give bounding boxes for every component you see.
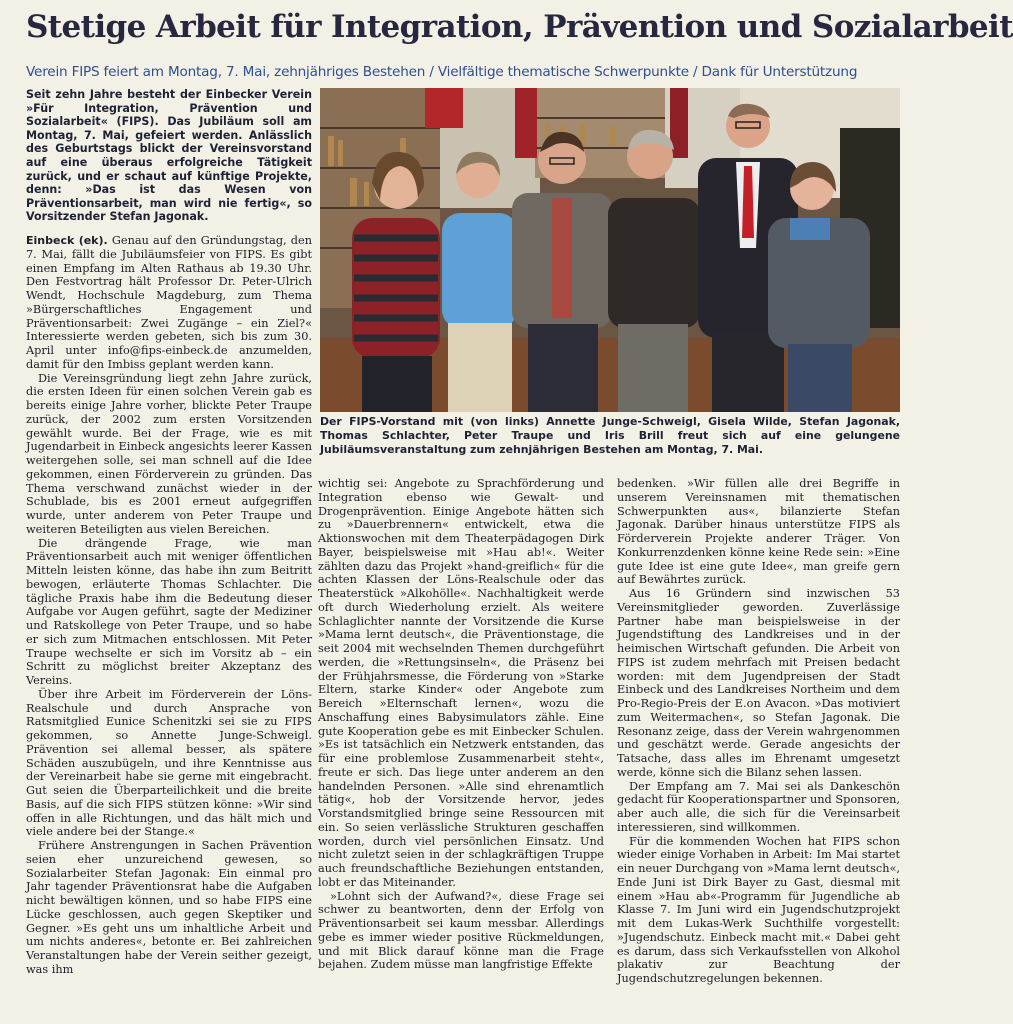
group-photo — [320, 88, 900, 412]
paragraph-text: Genau auf den Gründungstag, den 7. Mai, fällt die Jubiläumsfeier von FIPS. Es gibt einen Empfang im Alten Rathaus ab 19.30 Uhr. Den Festvortrag hält Professor Dr. Peter-Ulrich Wendt, Hochschule Magdeburg, zum Thema »Bürgerschaftliches Engagement und Präventionsarbeit: Zwei Zugänge – ein Ziel?« Interessierte werden gebeten, sich bis zum 30. April unter info@fips-einbeck.de anzumelden, damit für den Imbiss geplant werden kann. — [26, 234, 312, 371]
article-paragraph: Für die kommenden Wochen hat FIPS schon wieder einige Vorhaben in Arbeit: Im Mai startet ein neuer Durchgang von »Mama lernt deutsch«, Ende Juni ist Dirk Bayer zu Gast, diesmal mit einem »Hau ab«-Programm für Jugendliche ab Klasse 7. Im Juni wird ein Jugendschutzprojekt mit dem Lukas-Werk Suchthilfe vorgestellt: »Jugendschutz. Einbeck macht mit.« Dabei geht es darum, dass sich Verkaufsstellen von Alkohol plakativ zur Beachtung der Jugendschutzregelungen bekennen. — [617, 834, 900, 985]
dateline: Einbeck (ek). — [26, 234, 108, 247]
article-column-2 — [318, 477, 604, 972]
photo-caption: Der FIPS-Vorstand mit (von links) Annette Junge-Schweigl, Gisela Wilde, Stefan Jagonak, Thomas Schlachter, Peter Traupe und Iris Brill freut sich auf eine gelungene Jubiläumsveranstaltung zum zehnjährigen Bestehen am Montag, 7. Mai. — [320, 415, 900, 456]
article-paragraph: Über ihre Arbeit im Förderverein der Löns-Realschule und durch Ansprache von Ratsmitglied Eunice Schenitzki sei sie zu FIPS gekommen, so Annette Junge-Schweigl. Prävention sei allemal besser, als spätere Schäden auszubügeln, und ihre Kenntnisse aus der Vereinarbeit habe sie gerne mit eingebracht. Gut seien die Überparteilichkeit und die breite Basis, auf die sich FIPS stützen könne: »Wir sind offen in alle Richtungen, und das hält mich und viele andere bei der Stange.« — [26, 687, 312, 839]
article-column-3 — [617, 477, 900, 986]
article-paragraph: Frühere Anstrengungen in Sachen Prävention seien eher unzureichend gewesen, so Sozialarbeiter Stefan Jagonak: Ein einmal pro Jahr tagender Präventionsrat habe die Aufgaben nicht bewältigen können, und so habe FIPS eine Lücke geschlossen, auch gegen Skeptiker und Gegner. »Es geht uns um inhaltliche Arbeit und um nichts anderes«, betonte er. Bei zahlreichen Veranstaltungen habe der Verein seither gezeigt, was ihm — [26, 839, 312, 976]
article-subheadline: Verein FIPS feiert am Montag, 7. Mai, zehnjähriges Bestehen / Vielfältige thematische Schwerpunkte / Dank für Unterstützung — [26, 64, 858, 80]
article-paragraph: Aus 16 Gründern sind inzwischen 53 Vereinsmitglieder geworden. Zuverlässige Partner habe man beispielsweise in der Jugendstiftung des Landkreises und in der heimischen Wirtschaft gefunden. Die Arbeit von FIPS ist zudem mehrfach mit Preisen bedacht worden: mit dem Jugendpreisen der Stadt Einbeck und des Landkreises Northeim und dem Pro-Regio-Preis der E.on Avacon. »Das motiviert zum Weitermachen«, so Stefan Jagonak. Die Resonanz zeige, dass der Verein wahrgenommen und geschätzt werde. Gerade angesichts der Tatsache, dass alles im Ehrenamt umgesetzt werde, könne sich die Bilanz sehen lassen. — [617, 587, 900, 779]
article-paragraph: wichtig sei: Angebote zu Sprachförderung und Integration ebenso wie Gewalt- und Drogenprävention. Einige Angebote hätten sich zu »Dauerbrennern« entwickelt, etwa die Aktionswochen mit dem Theaterpädagogen Dirk Bayer, beispielsweise mit »Hau ab!«. Weiter zählten dazu das Projekt »hand-greiflich« für die achten Klassen der Löns-Realschule oder das Theaterstück »Alkohölle«. Nachhaltigkeit werde oft durch Wiederholung erzielt. Als weitere Schlaglichter nannte der Vorsitzende die Kurse »Mama lernt deutsch«, die Präventionstage, die seit 2004 mit wechselnden Themen durchgeführt werden, die »Rettungsinseln«, die Präsenz bei der Frühjahrsmesse, die Förderung von »Starke Eltern, starke Kinder« oder Angebote zum Bereich »Elternschaft lernen«, wozu die Anschaffung eines Babysimulators zähle. Eine gute Kooperation gebe es mit Einbecker Schulen. »Es ist tatsächlich ein Netzwerk entstanden, das für eine problemlose Zusammenarbeit steht«, freute er sich. Das liege unter anderem an den handelnden Personen. »Alle sind ehrenamtlich tätig«, hob der Vorsitzende hervor, jedes Vorstandsmitglied bringe seine Ressourcen mit ein. So seien verlässliche Strukturen geschaffen worden, durch viel persönlichen Einsatz. Und nicht zuletzt seien in der schlagkräftigen Truppe auch freundschaftliche Beziehungen entstanden, lobt er das Miteinander. — [318, 477, 604, 889]
article-lead: Seit zehn Jahre besteht der Einbecker Verein »Für Integration, Prävention und Sozialarbeit« (FIPS). Das Jubiläum soll am Montag, 7. Mai, gefeiert werden. Anlässlich des Geburtstags blickt der Vereinsvorstand auf eine überaus erfolgreiche Tätigkeit zurück, und er schaut auf künftige Projekte, denn: »Das ist das Wesen von Präventionsarbeit, man wird nie fertig«, so Vorsitzender Stefan Jagonak. — [26, 88, 312, 224]
article-column-1 — [26, 234, 312, 977]
group-photo-illustration — [320, 88, 900, 412]
article-paragraph: Die Vereinsgründung liegt zehn Jahre zurück, die ersten Ideen für einen solchen Verein gab es bereits einige Jahre vorher, blickte Peter Traupe zurück, der 2002 zum ersten Vorsitzenden gewählt wurde. Bei der Frage, wie es mit Jugendarbeit in Einbeck angesichts leerer Kassen weitergehen solle, sei man schnell auf die Idee gekommen, einen Förderverein zu gründen. Das Thema verschwand zunächst wieder in der Schublade, bis es 2001 erneut aufgegriffen wurde, unter anderem von Peter Traupe und weiteren Beteiligten aus vielen Bereichen. — [26, 371, 312, 536]
article-paragraph: Die drängende Frage, wie man Präventionsarbeit auch mit weniger öffentlichen Mitteln leisten könne, das habe ihn zum Beitritt bewogen, erläuterte Thomas Schlachter. Die tägliche Praxis habe ihm die Bedeutung dieser Aufgabe vor Augen geführt, sagte der Mediziner und Ratskollege von Peter Traupe, und so habe er sich zum Mitmachen entschlossen. Mit Peter Traupe wechselte er sich im Vorsitz ab – ein Schritt zu möglichst breiter Akzeptanz des Vereins. — [26, 536, 312, 687]
article-paragraph: Der Empfang am 7. Mai sei als Dankeschön gedacht für Kooperationspartner und Sponsoren, aber auch alle, die sich für die Vereinsarbeit interessieren, sind willkommen. — [617, 779, 900, 834]
article-paragraph: »Lohnt sich der Aufwand?«, diese Frage sei schwer zu beantworten, denn der Erfolg von Präventionsarbeit sei kaum messbar. Allerdings gebe es immer wieder positive Rückmeldungen, und mit Blick darauf könne man die Frage bejahen. Zudem müsse man langfristige Effekte — [318, 889, 604, 972]
article-paragraph: bedenken. »Wir füllen alle drei Begriffe in unserem Vereinsnamen mit thematischen Schwerpunkten aus«, bilanzierte Stefan Jagonak. Darüber hinaus unterstütze FIPS als Förderverein Projekte anderer Träger. Von Konkurrenzdenken könne keine Rede sein: »Eine gute Idee ist eine gute Idee«, man greife gern auf Bewährtes zurück. — [617, 477, 900, 587]
article-headline: Stetige Arbeit für Integration, Prävention und Sozialarbeit — [26, 9, 1013, 45]
article-paragraph — [26, 234, 312, 372]
